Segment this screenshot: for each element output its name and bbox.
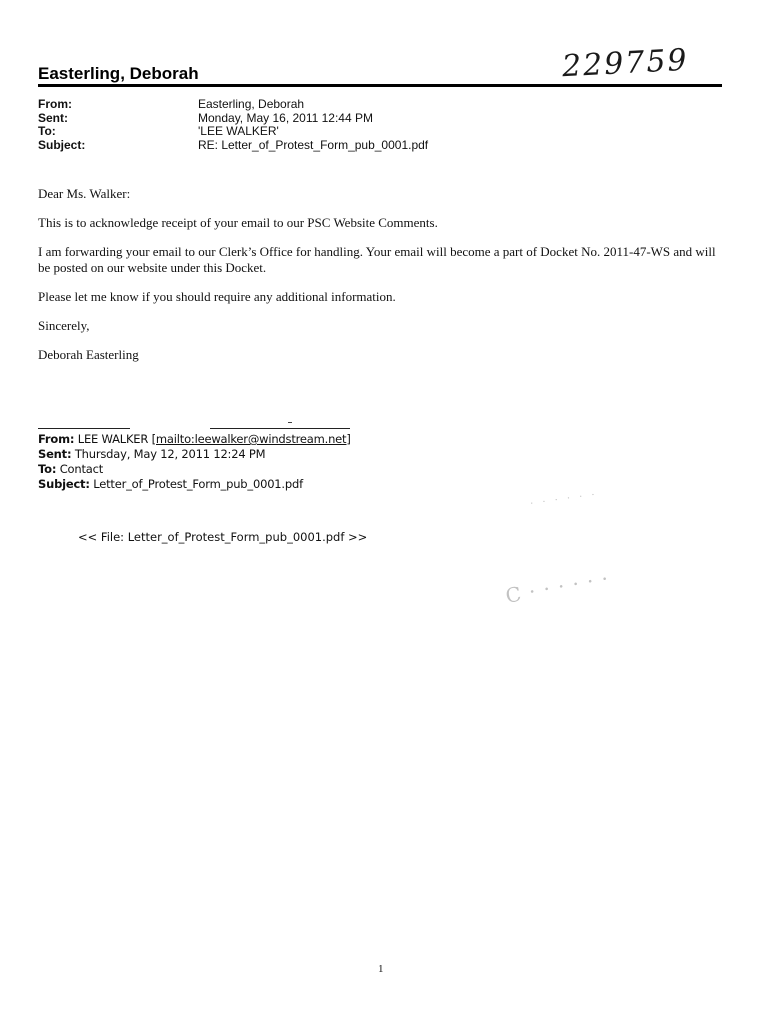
forwarded-label: Subject: bbox=[38, 477, 90, 491]
forwarded-to-value: Contact bbox=[59, 462, 104, 476]
header-row-sent bbox=[38, 112, 428, 126]
forwarded-label: From: bbox=[38, 432, 75, 446]
header-value: Easterling, Deborah bbox=[198, 97, 305, 111]
forwarded-from-row bbox=[38, 432, 351, 447]
closing: Sincerely, bbox=[38, 318, 90, 333]
faded-stamp-mark: · · · · · · bbox=[529, 489, 599, 510]
forwarded-to-row bbox=[38, 462, 351, 477]
header-row-subject bbox=[38, 139, 428, 153]
forwarded-label: Sent: bbox=[38, 447, 72, 461]
header-value: RE: Letter_of_Protest_Form_pub_0001.pdf bbox=[198, 137, 429, 152]
email-header bbox=[38, 98, 428, 152]
forwarded-sent-row bbox=[38, 447, 351, 462]
header-label: From: bbox=[38, 97, 72, 111]
header-row-to bbox=[38, 125, 428, 139]
separator-line bbox=[38, 428, 130, 429]
forwarded-subject-value: Letter_of_Protest_Form_pub_0001.pdf bbox=[93, 477, 303, 491]
separator-line bbox=[210, 428, 350, 429]
header-label: Sent: bbox=[38, 110, 68, 125]
header-value: 'LEE WALKER' bbox=[198, 124, 279, 138]
header-rule bbox=[38, 84, 722, 87]
page-number: 1 bbox=[378, 963, 384, 975]
header-row-from bbox=[38, 98, 428, 112]
body-paragraph: Please let me know if you should require any additional information. bbox=[38, 289, 396, 304]
email-body bbox=[38, 186, 728, 376]
forward-separator bbox=[38, 428, 353, 430]
attachment-reference[interactable]: << File: Letter_of_Protest_Form_pub_0001.pdf >> bbox=[78, 530, 368, 544]
header-label: To: bbox=[38, 124, 56, 138]
mailto-link[interactable]: [mailto:leewalker@windstream.net] bbox=[151, 432, 351, 446]
greeting: Dear Ms. Walker: bbox=[38, 186, 131, 201]
faded-stamp-mark: C · · · · · · bbox=[503, 566, 611, 608]
forwarded-label: To: bbox=[38, 462, 57, 476]
handwritten-document-number: 229759 bbox=[561, 42, 690, 85]
header-value: Monday, May 16, 2011 12:44 PM bbox=[198, 110, 373, 125]
body-paragraph: This is to acknowledge receipt of your email to our PSC Website Comments. bbox=[38, 215, 438, 230]
forwarded-header bbox=[38, 432, 351, 492]
signature: Deborah Easterling bbox=[38, 347, 139, 362]
forwarded-sent-value: Thursday, May 12, 2011 12:24 PM bbox=[74, 447, 266, 461]
forwarded-subject-row bbox=[38, 477, 351, 492]
sender-name-heading: Easterling, Deborah bbox=[38, 64, 199, 83]
header-label: Subject: bbox=[38, 137, 86, 152]
forwarded-from-name: LEE WALKER bbox=[77, 432, 149, 446]
body-paragraph: I am forwarding your email to our Clerk’s Office for handling. Your email will become a part of Docket No. 2011-47-WS and will be posted on our website under this Docket. bbox=[38, 244, 716, 275]
separator-mark bbox=[288, 422, 292, 423]
